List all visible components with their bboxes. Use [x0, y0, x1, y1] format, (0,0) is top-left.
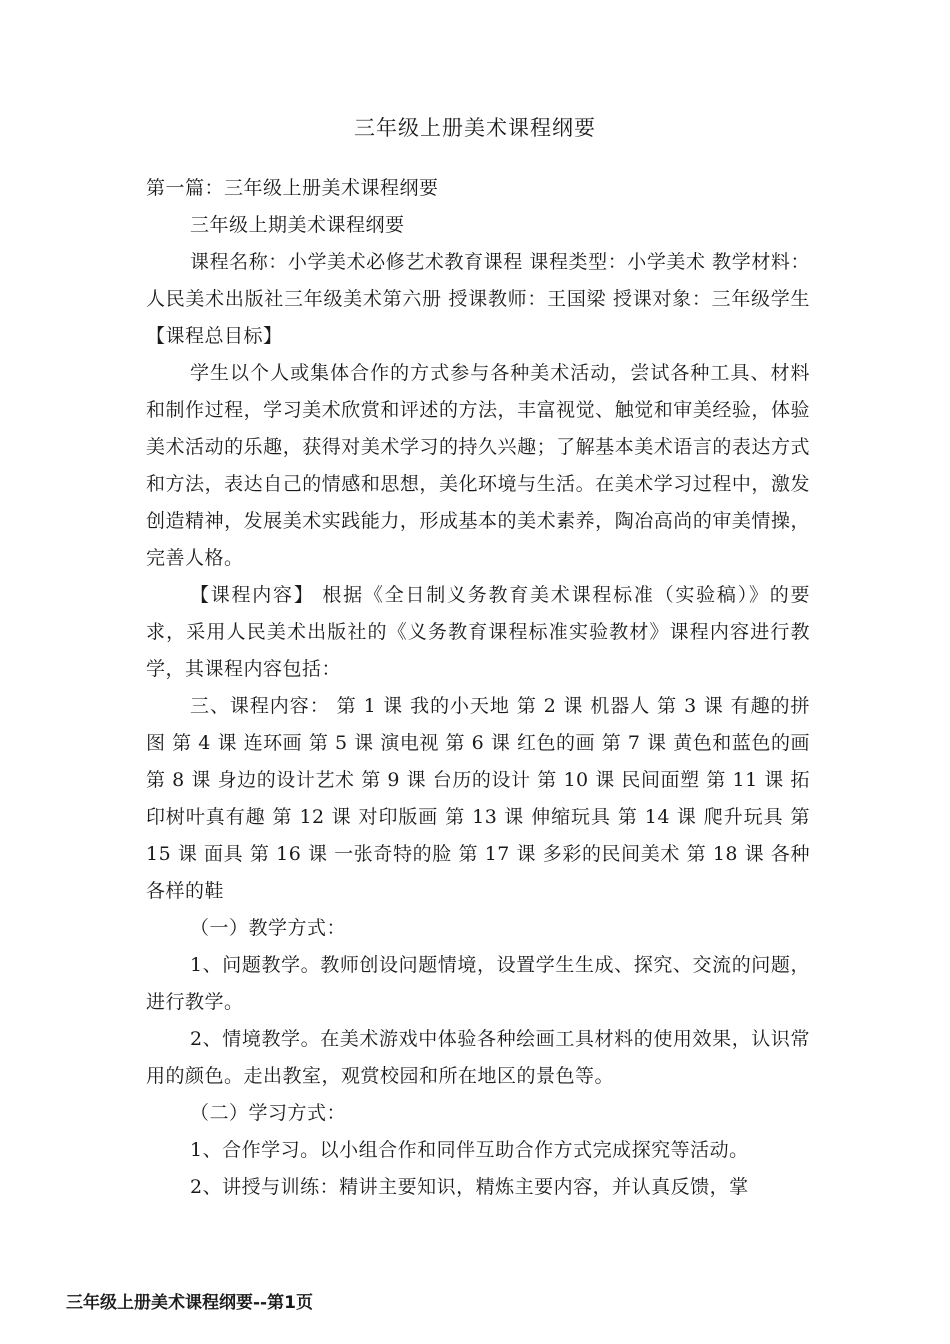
- section-heading: （二）学习方式：: [190, 1102, 347, 1124]
- page-footer: 三年级上册美术课程纲要--第1页: [66, 1293, 313, 1313]
- paragraph: 2、讲授与训练：精讲主要知识，精炼主要内容，并认真反馈，掌: [190, 1176, 749, 1198]
- paragraph: 1、问题教学。教师创设问题情境，设置学生生成、探究、交流的问题，进行教学。: [146, 954, 810, 1013]
- paragraph: 第一篇：三年级上册美术课程纲要: [146, 177, 439, 199]
- paragraph: 三、课程内容： 第 1 课 我的小天地 第 2 课 机器人 第 3 课 有趣的拼图 第 4 课 连环画 第 5 课 演电视 第 6 课 红色的画 第 7 课 黄色和蓝色的画 第 8 课 身边的设计艺术 第 9 课 台历的设计 第 10 课 民间面塑 第 11 课 拓印树叶真有趣 第 12 课 对印版画 第 13 课 伸缩玩具 第 14 课 爬升玩具 第 15 课 面具 第 16 课 一张奇特的脸 第 17 课 多彩的民间美术 第 18 课 各种各样的鞋: [146, 695, 810, 902]
- document-body: [146, 170, 810, 1206]
- paragraph: 学生以个人或集体合作的方式参与各种美术活动，尝试各种工具、材料和制作过程，学习美术欣赏和评述的方法，丰富视觉、触觉和审美经验，体验美术活动的乐趣，获得对美术学习的持久兴趣；了解基本美术语言的表达方式和方法，表达自己的情感和思想，美化环境与生活。在美术学习过程中，激发创造精神，发展美术实践能力，形成基本的美术素养，陶冶高尚的审美情操，完善人格。: [146, 362, 810, 569]
- document-title: 三年级上册美术课程纲要: [354, 116, 596, 140]
- paragraph: 课程名称：小学美术必修艺术教育课程 课程类型：小学美术 教学材料：人民美术出版社三年级美术第六册 授课教师：王国梁 授课对象：三年级学生 【课程总目标】: [146, 251, 810, 347]
- paragraph: 三年级上期美术课程纲要: [190, 214, 405, 236]
- paragraph: 2、情境教学。在美术游戏中体验各种绘画工具材料的使用效果，认识常用的颜色。走出教室，观赏校园和所在地区的景色等。: [146, 1028, 810, 1087]
- paragraph: 1、合作学习。以小组合作和同伴互助合作方式完成探究等活动。: [190, 1139, 749, 1161]
- paragraph: 【课程内容】 根据《全日制义务教育美术课程标准（实验稿）》的要求，采用人民美术出版社的《义务教育课程标准实验教材》课程内容进行教学，其课程内容包括：: [146, 584, 810, 680]
- section-heading: （一）教学方式：: [190, 917, 347, 939]
